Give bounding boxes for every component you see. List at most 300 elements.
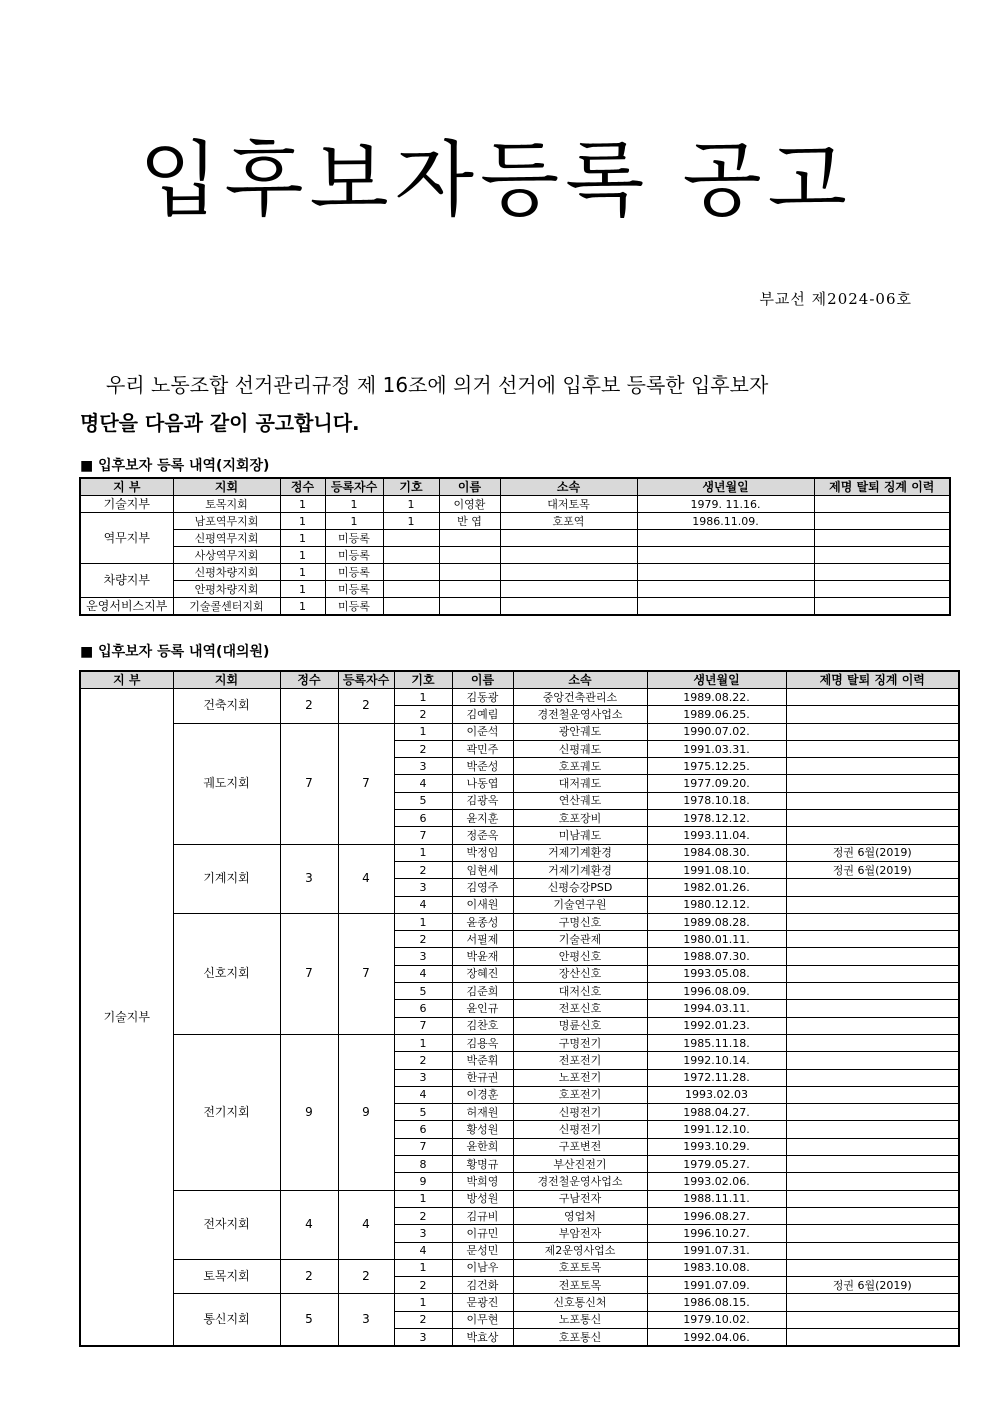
table-row: [80, 598, 950, 616]
quota-cell: 4: [280, 1190, 338, 1259]
table-cell: 장혜진: [452, 965, 513, 982]
table-cell: 호포궤도: [513, 758, 647, 775]
table-cell: 문광진: [452, 1294, 513, 1311]
table-cell: 부산진전기: [513, 1156, 647, 1173]
table-cell: 6: [394, 1121, 452, 1138]
column-header: 등록자수: [338, 671, 394, 689]
table-cell: [637, 547, 814, 564]
table-cell: 황명규: [452, 1156, 513, 1173]
table-cell: [786, 913, 959, 930]
table-cell: 1988.07.30.: [647, 948, 786, 965]
table-cell: 7: [394, 1138, 452, 1155]
chapter-cell: 건축지회: [173, 689, 280, 724]
table-cell: 1: [280, 564, 325, 581]
registered-cell: 2: [338, 689, 394, 724]
table-cell: 광안궤도: [513, 723, 647, 740]
table-cell: 노포전기: [513, 1069, 647, 1086]
section-heading-chapter-heads: ■ 입후보자 등록 내역(지회장): [80, 458, 270, 474]
table-cell: 호포전기: [513, 1086, 647, 1103]
table-cell: [439, 547, 500, 564]
table-cell: 1996.08.27.: [647, 1207, 786, 1224]
table-cell: [814, 496, 950, 513]
table-cell: 호포역: [500, 513, 637, 530]
table-cell: 장산신호: [513, 965, 647, 982]
table-cell: 1992.04.06.: [647, 1328, 786, 1346]
table-cell: [814, 513, 950, 530]
table-cell: 2: [394, 706, 452, 723]
table-cell: [500, 581, 637, 598]
table-cell: 1988.04.27.: [647, 1104, 786, 1121]
table-cell: [637, 564, 814, 581]
table-cell: [786, 792, 959, 809]
table-cell: 2: [394, 1311, 452, 1328]
table-cell: 6: [394, 1000, 452, 1017]
column-header: 지회: [173, 478, 280, 496]
table-cell: 경전철운영사업소: [513, 706, 647, 723]
table-cell: 1978.10.18.: [647, 792, 786, 809]
quota-cell: 2: [280, 689, 338, 724]
table-cell: 1989.08.22.: [647, 689, 786, 706]
table-cell: 1994.03.11.: [647, 1000, 786, 1017]
table-cell: [786, 1311, 959, 1328]
table-cell: 김찬호: [452, 1017, 513, 1034]
table-cell: 1979.05.27.: [647, 1156, 786, 1173]
table-cell: 대저신호: [513, 983, 647, 1000]
table-cell: 허재원: [452, 1104, 513, 1121]
table-cell: 1993.02.06.: [647, 1173, 786, 1190]
chapter-cell: 전기지회: [173, 1034, 280, 1190]
table-cell: [786, 775, 959, 792]
table-cell: [814, 564, 950, 581]
table-cell: 1980.12.12.: [647, 896, 786, 913]
table-cell: 1: [280, 547, 325, 564]
table-cell: [786, 1121, 959, 1138]
table-cell: 1992.10.14.: [647, 1052, 786, 1069]
column-header: 소속: [500, 478, 637, 496]
table-cell: 1: [394, 723, 452, 740]
table-cell: [786, 1156, 959, 1173]
column-header: 기호: [383, 478, 439, 496]
table-cell: 2: [394, 861, 452, 878]
table-cell: 제2운영사업소: [513, 1242, 647, 1259]
table-cell: 김건화: [452, 1277, 513, 1294]
branch-cell: 역무지부: [80, 513, 173, 564]
table-cell: 대저궤도: [513, 775, 647, 792]
table-cell: 4: [394, 1086, 452, 1103]
table-cell: 1: [325, 513, 383, 530]
table-cell: 윤인규: [452, 1000, 513, 1017]
table-cell: [814, 598, 950, 616]
table-cell: 2: [394, 740, 452, 757]
table-cell: [786, 1034, 959, 1051]
table-cell: 임현세: [452, 861, 513, 878]
table-cell: 1993.02.03: [647, 1086, 786, 1103]
table-row: [80, 547, 950, 564]
table-cell: 중앙건축관리소: [513, 689, 647, 706]
table-row: [80, 1190, 959, 1207]
table-cell: 김동광: [452, 689, 513, 706]
column-header: 지회: [173, 671, 280, 689]
table-cell: 1978.12.12.: [647, 810, 786, 827]
table-cell: 2: [394, 1277, 452, 1294]
table-cell: 정권 6월(2019): [786, 844, 959, 861]
table-cell: 3: [394, 879, 452, 896]
branch-cell: 운영서비스지부: [80, 598, 173, 616]
table-cell: 1983.10.08.: [647, 1259, 786, 1276]
table-cell: 영업처: [513, 1207, 647, 1224]
table-cell: 호포통신: [513, 1328, 647, 1346]
table-cell: 1992.01.23.: [647, 1017, 786, 1034]
table-cell: 이영환: [439, 496, 500, 513]
chapter-cell: 궤도지회: [173, 723, 280, 844]
table-cell: 박희영: [452, 1173, 513, 1190]
table-cell: 기술연구원: [513, 896, 647, 913]
table-cell: 1: [280, 530, 325, 547]
column-header: 지 부: [80, 478, 173, 496]
table-cell: 구포변전: [513, 1138, 647, 1155]
table-cell: [786, 965, 959, 982]
table-cell: 박효상: [452, 1328, 513, 1346]
chapter-cell: 토목지회: [173, 1259, 280, 1294]
table-cell: [439, 598, 500, 616]
column-header: 정수: [280, 478, 325, 496]
table-cell: 윤종성: [452, 913, 513, 930]
table-cell: 1988.11.11.: [647, 1190, 786, 1207]
table-cell: 5: [394, 1104, 452, 1121]
table-cell: [786, 1052, 959, 1069]
table-cell: [786, 1138, 959, 1155]
table-cell: [637, 598, 814, 616]
table-cell: [786, 1086, 959, 1103]
table-cell: 이경훈: [452, 1086, 513, 1103]
table-cell: 방성원: [452, 1190, 513, 1207]
table-cell: 1991.12.10.: [647, 1121, 786, 1138]
table-cell: 미등록: [325, 598, 383, 616]
intro-paragraph: [80, 366, 920, 442]
table-cell: 미등록: [325, 547, 383, 564]
table-cell: 1986.11.09.: [637, 513, 814, 530]
table-cell: [786, 983, 959, 1000]
table-cell: [786, 1294, 959, 1311]
table-cell: [786, 879, 959, 896]
table-cell: 1: [280, 581, 325, 598]
table-cell: 1993.05.08.: [647, 965, 786, 982]
table-cell: [786, 689, 959, 706]
table-cell: 1: [383, 496, 439, 513]
table-cell: 1985.11.18.: [647, 1034, 786, 1051]
table-cell: [786, 896, 959, 913]
table-cell: 정권 6월(2019): [786, 1277, 959, 1294]
table-cell: 신평궤도: [513, 740, 647, 757]
table-cell: 경전철운영사업소: [513, 1173, 647, 1190]
table-cell: 김규비: [452, 1207, 513, 1224]
table-cell: 구명신호: [513, 913, 647, 930]
table-cell: 1979.10.02.: [647, 1311, 786, 1328]
table-cell: 미등록: [325, 581, 383, 598]
table-cell: 호포장비: [513, 810, 647, 827]
registered-cell: 4: [338, 844, 394, 913]
table-cell: [814, 581, 950, 598]
table-row: [80, 844, 959, 861]
table-cell: 거제기계환경: [513, 861, 647, 878]
table-cell: 김준희: [452, 983, 513, 1000]
table-cell: 신평차량지회: [173, 564, 280, 581]
table-row: [80, 723, 959, 740]
table-cell: [786, 1259, 959, 1276]
registered-cell: 3: [338, 1294, 394, 1346]
intro-line-2: 명단을 다음과 같이 공고합니다.: [80, 411, 360, 435]
table-cell: 1984.08.30.: [647, 844, 786, 861]
table-row: [80, 689, 959, 706]
table-cell: 정권 6월(2019): [786, 861, 959, 878]
table-cell: [786, 1225, 959, 1242]
table-cell: 서필제: [452, 931, 513, 948]
table-cell: 1: [394, 844, 452, 861]
chapter-cell: 전자지회: [173, 1190, 280, 1259]
table-row: [80, 1259, 959, 1276]
table-cell: 구남전자: [513, 1190, 647, 1207]
table-cell: 부암전자: [513, 1225, 647, 1242]
table-row: [80, 1294, 959, 1311]
table-cell: 미남궤도: [513, 827, 647, 844]
table-cell: [439, 581, 500, 598]
table-cell: 3: [394, 1328, 452, 1346]
table-cell: 이남우: [452, 1259, 513, 1276]
table-cell: 윤지훈: [452, 810, 513, 827]
table-cell: 1: [394, 913, 452, 930]
table-cell: 전포토목: [513, 1277, 647, 1294]
table-cell: [786, 1017, 959, 1034]
table-cell: 이새원: [452, 896, 513, 913]
table-cell: 호포토목: [513, 1259, 647, 1276]
table-cell: 신호통신처: [513, 1294, 647, 1311]
table-cell: 1993.11.04.: [647, 827, 786, 844]
branch-cell: 기술지부: [80, 689, 173, 1347]
table-cell: 전포신호: [513, 1000, 647, 1017]
chapter-cell: 통신지회: [173, 1294, 280, 1346]
intro-line-1: 우리 노동조합 선거관리규정 제 16조에 의거 선거에 입후보 등록한 입후보자: [106, 373, 769, 397]
table-cell: [786, 810, 959, 827]
table-cell: [786, 740, 959, 757]
table-cell: [383, 547, 439, 564]
table-cell: 이준석: [452, 723, 513, 740]
table-cell: 신평승강PSD: [513, 879, 647, 896]
table-cell: 1991.07.09.: [647, 1277, 786, 1294]
table-cell: 1991.03.31.: [647, 740, 786, 757]
table-cell: 1977.09.20.: [647, 775, 786, 792]
table-cell: 박준휘: [452, 1052, 513, 1069]
table-cell: 5: [394, 983, 452, 1000]
quota-cell: 2: [280, 1259, 338, 1294]
table-cell: 1: [280, 513, 325, 530]
table-cell: [786, 1069, 959, 1086]
table-cell: 1: [280, 496, 325, 513]
table-cell: [439, 564, 500, 581]
table-cell: 거제기계환경: [513, 844, 647, 861]
column-header: 소속: [513, 671, 647, 689]
table-cell: 사상역무지회: [173, 547, 280, 564]
quota-cell: 3: [280, 844, 338, 913]
table-cell: [786, 758, 959, 775]
page-title: 입후보자등록 공고: [139, 133, 853, 228]
table-cell: 김용옥: [452, 1034, 513, 1051]
table-cell: 3: [394, 1225, 452, 1242]
table-cell: 남포역무지회: [173, 513, 280, 530]
table-cell: [786, 948, 959, 965]
table-cell: 문성민: [452, 1242, 513, 1259]
table-cell: 김영주: [452, 879, 513, 896]
table-cell: [814, 547, 950, 564]
quota-cell: 9: [280, 1034, 338, 1190]
table-cell: 기술관제: [513, 931, 647, 948]
table-cell: 1996.10.27.: [647, 1225, 786, 1242]
table-cell: 7: [394, 827, 452, 844]
table-cell: 김광옥: [452, 792, 513, 809]
table-cell: 안평신호: [513, 948, 647, 965]
table-cell: [383, 530, 439, 547]
table-cell: 전포전기: [513, 1052, 647, 1069]
chapter-cell: 기계지회: [173, 844, 280, 913]
table-cell: 1986.08.15.: [647, 1294, 786, 1311]
column-header: 제명 탈퇴 징계 이력: [786, 671, 959, 689]
table-cell: 4: [394, 965, 452, 982]
table-cell: [500, 547, 637, 564]
table-cell: 안평차량지회: [173, 581, 280, 598]
table-cell: 8: [394, 1156, 452, 1173]
table-cell: 1993.10.29.: [647, 1138, 786, 1155]
table-cell: 나동엽: [452, 775, 513, 792]
table-row: [80, 513, 950, 530]
registered-cell: 7: [338, 723, 394, 844]
column-header: 등록자수: [325, 478, 383, 496]
table-row: [80, 581, 950, 598]
table-cell: 연산궤도: [513, 792, 647, 809]
table-cell: [786, 1173, 959, 1190]
table-cell: 1: [394, 1294, 452, 1311]
table-cell: 미등록: [325, 564, 383, 581]
chapter-heads-table: [79, 477, 951, 616]
table-cell: 이규민: [452, 1225, 513, 1242]
table-cell: 반 엽: [439, 513, 500, 530]
table-cell: 2: [394, 1207, 452, 1224]
table-cell: [786, 706, 959, 723]
table-cell: 1990.07.02.: [647, 723, 786, 740]
table-cell: 3: [394, 948, 452, 965]
table-cell: 1972.11.28.: [647, 1069, 786, 1086]
table-cell: [637, 581, 814, 598]
table-cell: 곽민주: [452, 740, 513, 757]
branch-cell: 차량지부: [80, 564, 173, 598]
table-cell: [786, 1242, 959, 1259]
table-cell: 윤한희: [452, 1138, 513, 1155]
table-cell: [814, 530, 950, 547]
table-cell: 황성원: [452, 1121, 513, 1138]
registered-cell: 9: [338, 1034, 394, 1190]
table-cell: 신평전기: [513, 1121, 647, 1138]
table-cell: 1: [394, 1259, 452, 1276]
table-cell: 1979. 11.16.: [637, 496, 814, 513]
delegates-table: [79, 670, 960, 1347]
table-cell: 한규권: [452, 1069, 513, 1086]
table-cell: 1: [325, 496, 383, 513]
table-cell: [786, 1104, 959, 1121]
registered-cell: 2: [338, 1259, 394, 1294]
table-cell: 6: [394, 810, 452, 827]
table-cell: 김예림: [452, 706, 513, 723]
table-cell: 3: [394, 758, 452, 775]
table-cell: 명륜신호: [513, 1017, 647, 1034]
table-cell: 1989.08.28.: [647, 913, 786, 930]
table-cell: 2: [394, 1052, 452, 1069]
table-cell: 4: [394, 1242, 452, 1259]
quota-cell: 5: [280, 1294, 338, 1346]
table-cell: 9: [394, 1173, 452, 1190]
table-cell: 1975.12.25.: [647, 758, 786, 775]
column-header: 생년월일: [647, 671, 786, 689]
column-header: 제명 탈퇴 징계 이력: [814, 478, 950, 496]
table-cell: 7: [394, 1017, 452, 1034]
table-cell: 신평전기: [513, 1104, 647, 1121]
table-cell: 미등록: [325, 530, 383, 547]
table-cell: [786, 1207, 959, 1224]
column-header: 정수: [280, 671, 338, 689]
table-cell: 구명전기: [513, 1034, 647, 1051]
table-cell: 기술콜센터지회: [173, 598, 280, 616]
table-row: [80, 1034, 959, 1051]
table-cell: 1: [394, 689, 452, 706]
table-cell: 대저토목: [500, 496, 637, 513]
column-header: 지 부: [80, 671, 173, 689]
table-cell: [637, 530, 814, 547]
table-cell: 1: [394, 1190, 452, 1207]
registered-cell: 7: [338, 913, 394, 1034]
table-cell: [383, 581, 439, 598]
table-cell: 1: [280, 598, 325, 616]
quota-cell: 7: [280, 723, 338, 844]
table-cell: 신평역무지회: [173, 530, 280, 547]
column-header: 이름: [439, 478, 500, 496]
table-cell: [500, 530, 637, 547]
table-cell: [439, 530, 500, 547]
branch-cell: 기술지부: [80, 496, 173, 513]
table-cell: 3: [394, 1069, 452, 1086]
table-cell: 1: [394, 1034, 452, 1051]
document-number: 부교선 제2024-06호: [759, 290, 912, 308]
quota-cell: 7: [280, 913, 338, 1034]
table-cell: [786, 827, 959, 844]
table-cell: 1991.07.31.: [647, 1242, 786, 1259]
table-row: [80, 496, 950, 513]
table-cell: 박정임: [452, 844, 513, 861]
column-header: 이름: [452, 671, 513, 689]
table-cell: 2: [394, 931, 452, 948]
table-cell: 1991.08.10.: [647, 861, 786, 878]
table-cell: [786, 1328, 959, 1346]
table-cell: [383, 598, 439, 616]
table-cell: 1996.08.09.: [647, 983, 786, 1000]
table-cell: [500, 564, 637, 581]
chapter-cell: 신호지회: [173, 913, 280, 1034]
table-cell: 5: [394, 792, 452, 809]
table-cell: 4: [394, 775, 452, 792]
table-cell: 노포통신: [513, 1311, 647, 1328]
table-row: [80, 530, 950, 547]
table-cell: [786, 931, 959, 948]
registered-cell: 4: [338, 1190, 394, 1259]
table-cell: [383, 564, 439, 581]
table-cell: [786, 723, 959, 740]
table-cell: 1: [383, 513, 439, 530]
